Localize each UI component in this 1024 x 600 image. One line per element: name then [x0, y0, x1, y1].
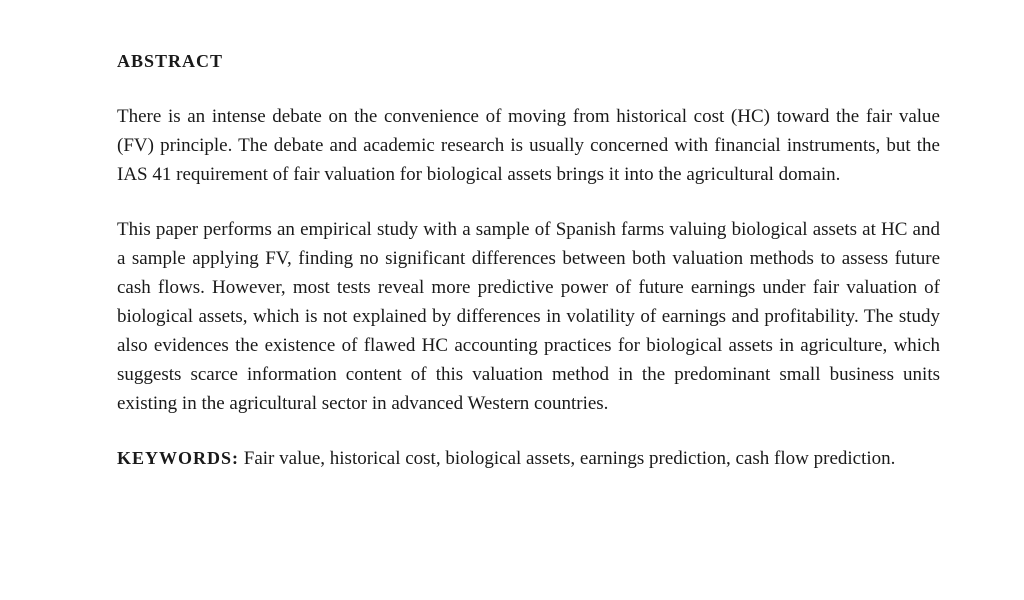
keywords-line: [117, 444, 940, 473]
abstract-heading: ABSTRACT: [117, 51, 224, 71]
keywords-text: Fair value, historical cost, biological assets, earnings prediction, cash flow prediction.: [239, 448, 896, 469]
abstract-section: [117, 47, 940, 473]
abstract-paragraph-2: This paper performs an empirical study with a sample of Spanish farms valuing biological assets at HC and a sample applying FV, finding no significant differences between both valuation methods to assess future cash flows. However, most tests reveal more predictive power of future earnings under fair valuation of biological assets, which is not explained by differences in volatility of earnings and profitability. The study also evidences the existence of flawed HC accounting practices for biological assets in agriculture, which suggests scarce information content of this valuation method in the predominant small business units existing in the agricultural sector in advanced Western countries.: [117, 219, 940, 414]
keywords-label: KEYWORDS:: [117, 448, 240, 468]
abstract-paragraph-1: There is an intense debate on the convenience of moving from historical cost (HC) toward the fair value (FV) principle. The debate and academic research is usually concerned with financial instruments, but the IAS 41 requirement of fair valuation for biological assets brings it into the agricultural domain.: [117, 106, 940, 185]
